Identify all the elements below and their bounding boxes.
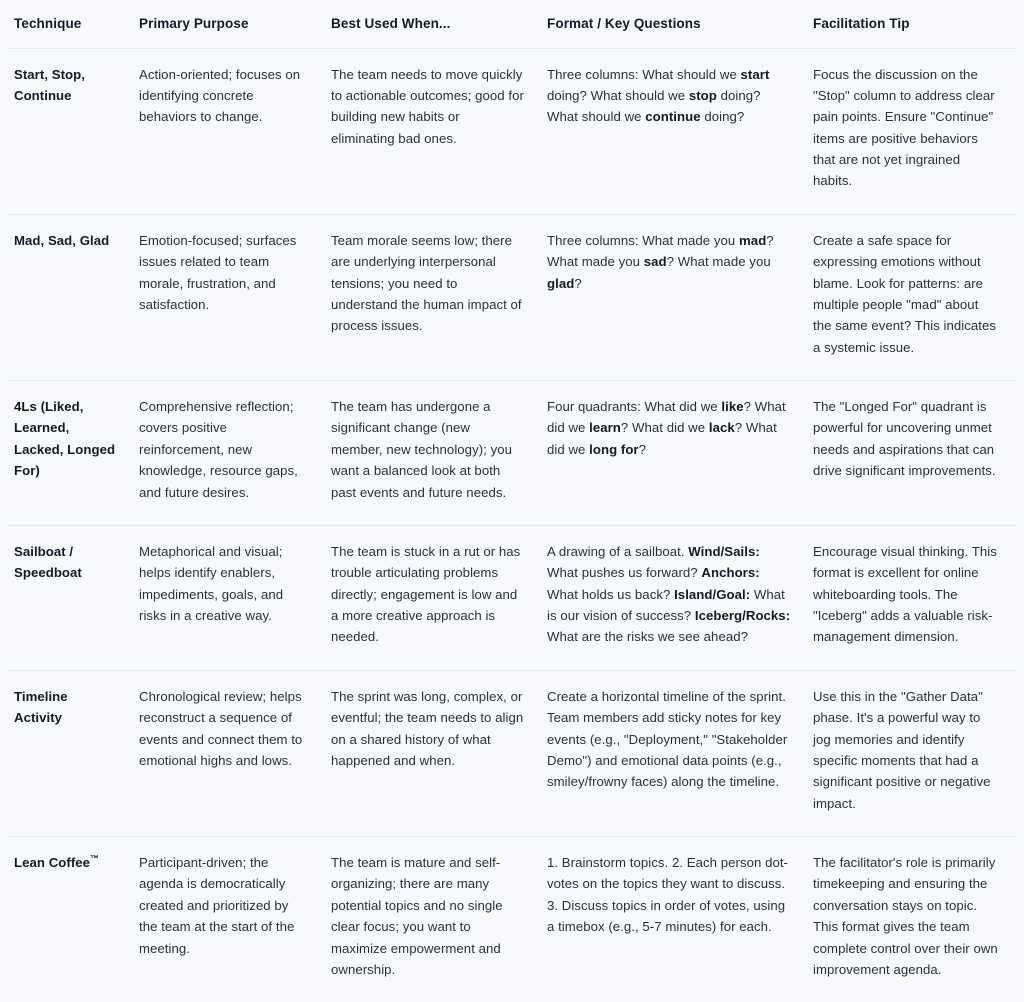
table-body bbox=[8, 48, 1016, 1002]
cell-best-used-when: The team is stuck in a rut or has trouble articulating problems directly; engagement is low and a more creative approach is needed. bbox=[325, 525, 541, 670]
cell-facilitation-tip: The "Longed For" quadrant is powerful for uncovering unmet needs and aspirations that can drive significant improvements. bbox=[807, 381, 1016, 526]
cell-best-used-when: Team morale seems low; there are underlying interpersonal tensions; you need to understand the human impact of process issues. bbox=[325, 214, 541, 380]
cell-format-key-questions: Create a horizontal timeline of the sprint. Team members add sticky notes for key events (e.g., "Deployment," "Stakeholder Demo") and emotional data points (e.g., smiley/frowny faces) along the timeline. bbox=[541, 670, 807, 836]
cell-primary-purpose: Emotion-focused; surfaces issues related to team morale, frustration, and satisfaction. bbox=[133, 214, 325, 380]
cell-primary-purpose: Metaphorical and visual; helps identify enablers, impediments, goals, and risks in a creative way. bbox=[133, 525, 325, 670]
cell-facilitation-tip: The facilitator's role is primarily timekeeping and ensuring the conversation stays on topic. This format gives the team complete control over their own improvement agenda. bbox=[813, 855, 998, 977]
table-header-row bbox=[8, 0, 1016, 48]
cell-technique: Mad, Sad, Glad bbox=[8, 214, 133, 380]
cell-technique: 4Ls (Liked, Learned, Lacked, Longed For) bbox=[8, 381, 133, 526]
cell-best-used-when: The team is mature and self-organizing; there are many potential topics and no single clear focus; you want to maximize empowerment and ownership. bbox=[331, 855, 503, 977]
cell-technique: Lean Coffee™ bbox=[14, 853, 100, 871]
cell-technique: Start, Stop, Continue bbox=[8, 48, 133, 214]
cell-format-key-questions: Four quadrants: What did we like? What did we learn? What did we lack? What did we long for? bbox=[541, 381, 807, 526]
cell-best-used-when: The sprint was long, complex, or eventful; the team needs to align on a shared history of what happened and when. bbox=[325, 670, 541, 836]
cell-format-key-questions: Three columns: What made you mad? What made you sad? What made you glad? bbox=[541, 214, 807, 380]
cell-best-used-when: The team has undergone a significant change (new member, new technology); you want a balanced look at both past events and future needs. bbox=[325, 381, 541, 526]
table-row bbox=[8, 837, 1016, 1002]
table-row bbox=[8, 381, 1016, 526]
column-header-facilitation-tip: Facilitation Tip bbox=[807, 0, 1016, 48]
cell-primary-purpose: Participant-driven; the agenda is democratically created and prioritized by the team at the start of the meeting. bbox=[139, 855, 295, 956]
cell-technique: Sailboat / Speedboat bbox=[8, 525, 133, 670]
cell-primary-purpose: Comprehensive reflection; covers positive reinforcement, new knowledge, resource gaps, and future desires. bbox=[133, 381, 325, 526]
column-header-format-key-questions: Format / Key Questions bbox=[541, 0, 807, 48]
table-row bbox=[8, 670, 1016, 836]
cell-facilitation-tip: Use this in the "Gather Data" phase. It's a powerful way to jog memories and identify specific moments that had a significant positive or negative impact. bbox=[807, 670, 1016, 836]
column-header-best-used-when: Best Used When... bbox=[325, 0, 541, 48]
cell-format-key-questions: Three columns: What should we start doing? What should we stop doing? What should we continue doing? bbox=[541, 48, 807, 214]
cell-best-used-when: The team needs to move quickly to actionable outcomes; good for building new habits or eliminating bad ones. bbox=[325, 48, 541, 214]
cell-format-key-questions: A drawing of a sailboat. Wind/Sails: What pushes us forward? Anchors: What holds us back? Island/Goal: What is our vision of success? Iceberg/Rocks: What are the risks we see ahead? bbox=[541, 525, 807, 670]
cell-primary-purpose: Chronological review; helps reconstruct a sequence of events and connect them to emotional highs and lows. bbox=[133, 670, 325, 836]
cell-format-key-questions: 1. Brainstorm topics. 2. Each person dot-votes on the topics they want to discuss. 3. Discuss topics in order of votes, using a timebox (e.g., 5-7 minutes) for each. bbox=[547, 855, 789, 935]
table-row bbox=[8, 214, 1016, 380]
retrospective-techniques-table bbox=[8, 0, 1016, 1002]
cell-facilitation-tip: Create a safe space for expressing emotions without blame. Look for patterns: are multiple people "mad" about the same event? This indicates a systemic issue. bbox=[807, 214, 1016, 380]
column-header-primary-purpose: Primary Purpose bbox=[133, 0, 325, 48]
cell-primary-purpose: Action-oriented; focuses on identifying concrete behaviors to change. bbox=[133, 48, 325, 214]
cell-facilitation-tip: Focus the discussion on the "Stop" column to address clear pain points. Ensure "Continue" items are positive behaviors that are not yet ingrained habits. bbox=[807, 48, 1016, 214]
table-row bbox=[8, 48, 1016, 214]
table-header bbox=[8, 0, 1016, 48]
table-row bbox=[8, 525, 1016, 670]
column-header-technique: Technique bbox=[8, 0, 133, 48]
cell-technique: Timeline Activity bbox=[8, 670, 133, 836]
cell-facilitation-tip: Encourage visual thinking. This format is excellent for online whiteboarding tools. The "Iceberg" adds a valuable risk-management dimension. bbox=[807, 525, 1016, 670]
